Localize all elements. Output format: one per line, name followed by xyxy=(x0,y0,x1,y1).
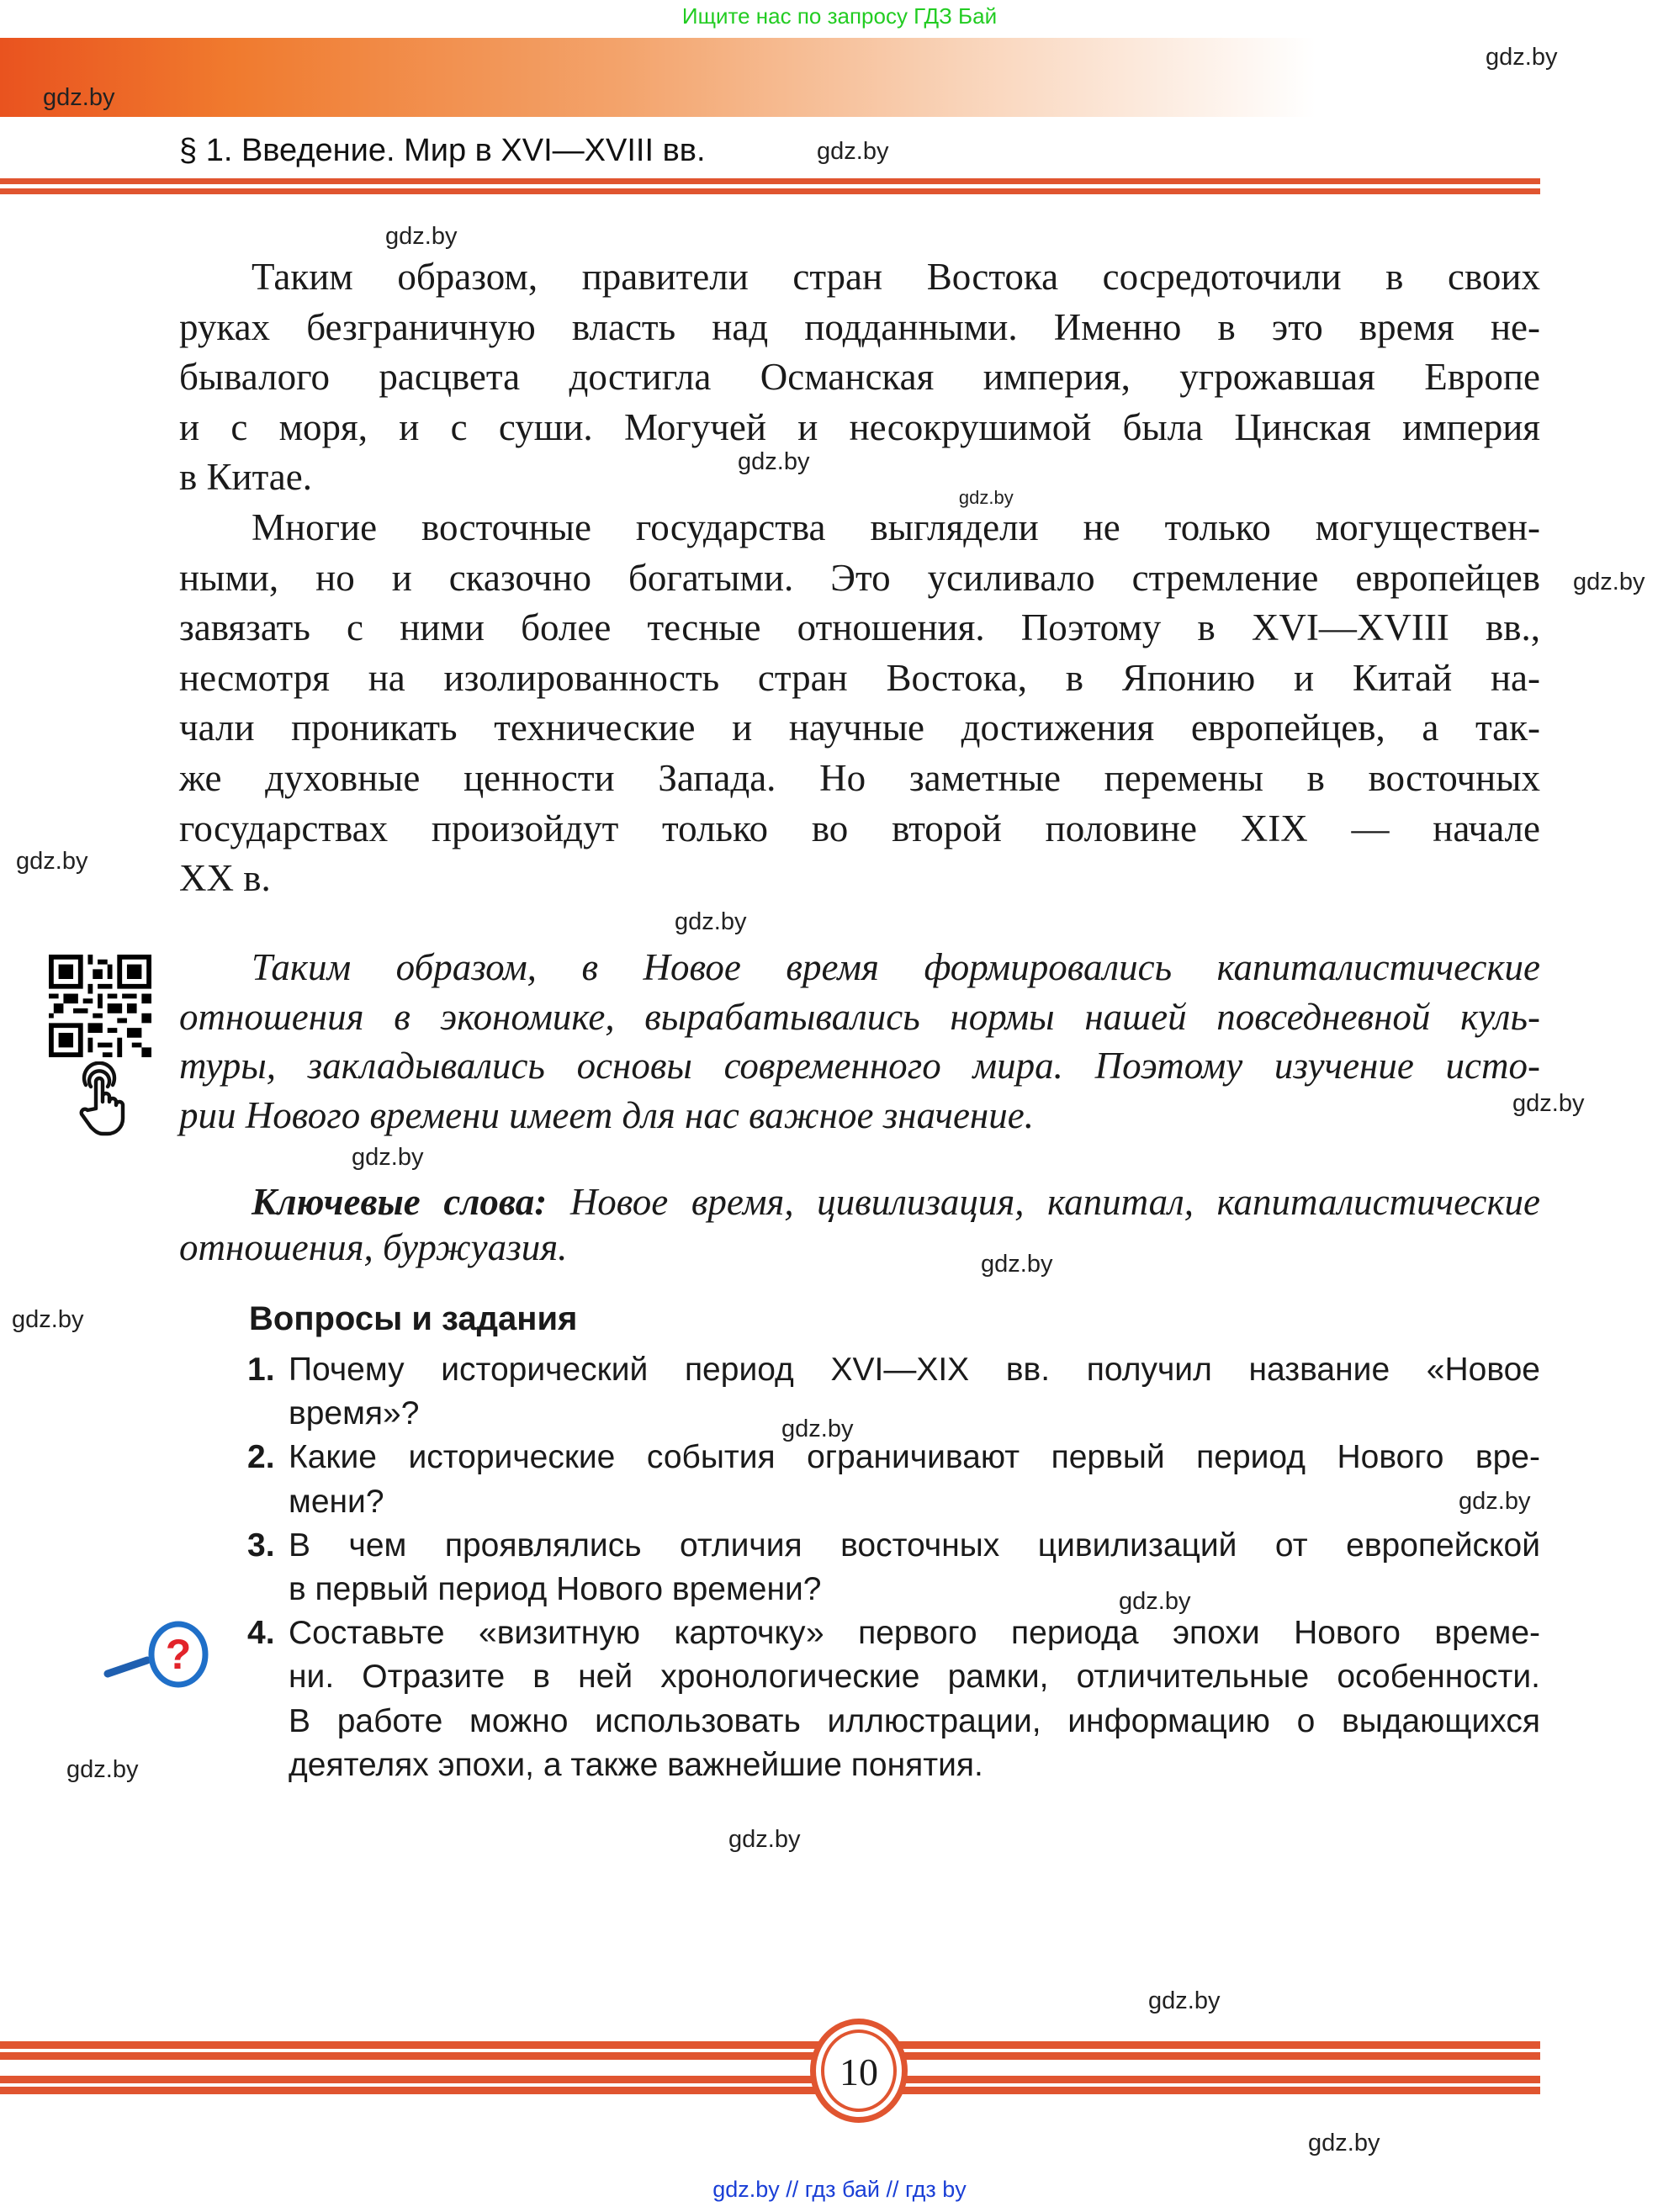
keywords-text: Новое время, цивилизация, капитал, капиталистические xyxy=(569,1181,1540,1223)
question-number: 1. xyxy=(247,1352,275,1388)
watermark: gdz.by xyxy=(1486,43,1558,71)
watermark: gdz.by xyxy=(738,447,810,475)
watermark: gdz.by xyxy=(352,1143,424,1171)
watermark: gdz.by xyxy=(728,1825,801,1853)
footer-rule xyxy=(0,2087,1540,2094)
summary-line: туры, закладывались основы современного мира. Поэтому изучение исто- xyxy=(179,1045,1540,1087)
svg-text:?: ? xyxy=(165,1631,192,1678)
watermark: gdz.by xyxy=(958,486,1014,508)
bottom-links[interactable]: gdz.by // гдз бай // гдз by xyxy=(712,2177,967,2202)
watermark: gdz.by xyxy=(1148,1987,1221,2014)
question-line: в первый период Нового времени? xyxy=(289,1571,822,1607)
summary-line: Таким образом, в Новое время формировались капиталистические xyxy=(252,946,1540,988)
page-title: § 1. Введение. Мир в XVI—XVIII вв. xyxy=(179,133,706,168)
body-line: ными, но и сказочно богатыми. Это усиливало стремление европейцев xyxy=(179,556,1540,599)
body-line: же духовные ценности Запада. Но заметные перемены в восточных xyxy=(179,757,1540,799)
header-band xyxy=(0,38,1548,117)
watermark: gdz.by xyxy=(66,1755,139,1783)
body-line: Таким образом, правители стран Востока сосредоточили в своих xyxy=(252,256,1540,298)
body-line: несмотря на изолированность стран Востока, в Японию и Китай на- xyxy=(179,656,1540,699)
watermark: gdz.by xyxy=(675,908,747,935)
watermark: gdz.by xyxy=(1573,568,1645,595)
question-line: В чем проявлялись отличия восточных цивилизаций от европейской xyxy=(289,1527,1540,1564)
watermark: gdz.by xyxy=(1512,1089,1585,1117)
body-line: бывалого расцвета достигла Османская империя, угрожавшая Европе xyxy=(179,356,1540,399)
watermark: gdz.by xyxy=(1459,1487,1531,1515)
question-magnifier-icon xyxy=(101,1617,215,1692)
keywords-line xyxy=(179,1177,1540,1227)
question-line: мени? xyxy=(289,1483,384,1520)
header-rule xyxy=(0,188,1540,194)
summary-line: отношения в экономике, вырабатывались нормы нашей повседневной куль- xyxy=(179,995,1540,1038)
search-hint: Ищите нас по запросу ГДЗ Бай xyxy=(681,3,998,29)
question-number: 3. xyxy=(247,1527,275,1564)
watermark: gdz.by xyxy=(16,847,88,875)
question-line: В работе можно использовать иллюстрации, информацию о выдающихся xyxy=(289,1702,1540,1739)
watermark: gdz.by xyxy=(1119,1587,1191,1615)
question-line: деятелях эпохи, а также важнейшие понятия. xyxy=(289,1746,983,1783)
watermark: gdz.by xyxy=(1308,2129,1380,2156)
page-number-badge xyxy=(810,2019,908,2123)
watermark: gdz.by xyxy=(385,222,458,250)
question-line: Составьте «визитную карточку» первого периода эпохи Нового време- xyxy=(289,1615,1540,1652)
watermark: gdz.by xyxy=(12,1305,84,1333)
body-line: чали проникать технические и научные достижения европейцев, а так- xyxy=(179,706,1540,749)
watermark: gdz.by xyxy=(781,1415,854,1442)
question-line: ни. Отразите в ней хронологические рамки, отличительные особенности. xyxy=(289,1659,1540,1696)
body-line: XX в. xyxy=(179,857,271,900)
watermark: gdz.by xyxy=(981,1250,1053,1278)
question-number: 2. xyxy=(247,1439,275,1476)
question-number: 4. xyxy=(247,1615,275,1652)
questions-heading: Вопросы и задания xyxy=(249,1300,578,1337)
body-line: завязать с ними более тесные отношения. Поэтому в XVI—XVIII вв., xyxy=(179,606,1540,649)
tap-hand-icon xyxy=(71,1061,138,1139)
body-line: государствах произойдут только во второй половине XIX — начале xyxy=(179,807,1540,849)
footer-rule xyxy=(0,2041,1540,2049)
summary-line: рии Нового времени имеет для нас важное значение. xyxy=(179,1094,1034,1137)
body-line: руках безграничную власть над подданными. Именно в это время не- xyxy=(179,305,1540,348)
page-number: 10 xyxy=(840,2051,878,2093)
body-line: в Китае. xyxy=(179,456,313,499)
header-rule xyxy=(0,178,1540,184)
footer-rule xyxy=(0,2076,1540,2083)
body-line: и с моря, и с суши. Могучей и несокрушимой была Цинская империя xyxy=(179,405,1540,448)
question-line: Какие исторические события ограничивают первый период Нового вре- xyxy=(289,1439,1540,1476)
question-line: время»? xyxy=(289,1395,420,1432)
footer-rule xyxy=(0,2052,1540,2060)
question-line: Почему исторический период XVI—XIX вв. получил название «Новое xyxy=(289,1352,1540,1388)
body-line: Многие восточные государства выглядели не только могуществен- xyxy=(252,506,1540,548)
keywords-line: отношения, буржуазия. xyxy=(179,1226,568,1268)
keywords-label: Ключевые слова: xyxy=(252,1181,548,1223)
qr-code-icon[interactable] xyxy=(49,955,151,1057)
watermark: gdz.by xyxy=(817,137,889,165)
watermark: gdz.by xyxy=(43,83,115,111)
